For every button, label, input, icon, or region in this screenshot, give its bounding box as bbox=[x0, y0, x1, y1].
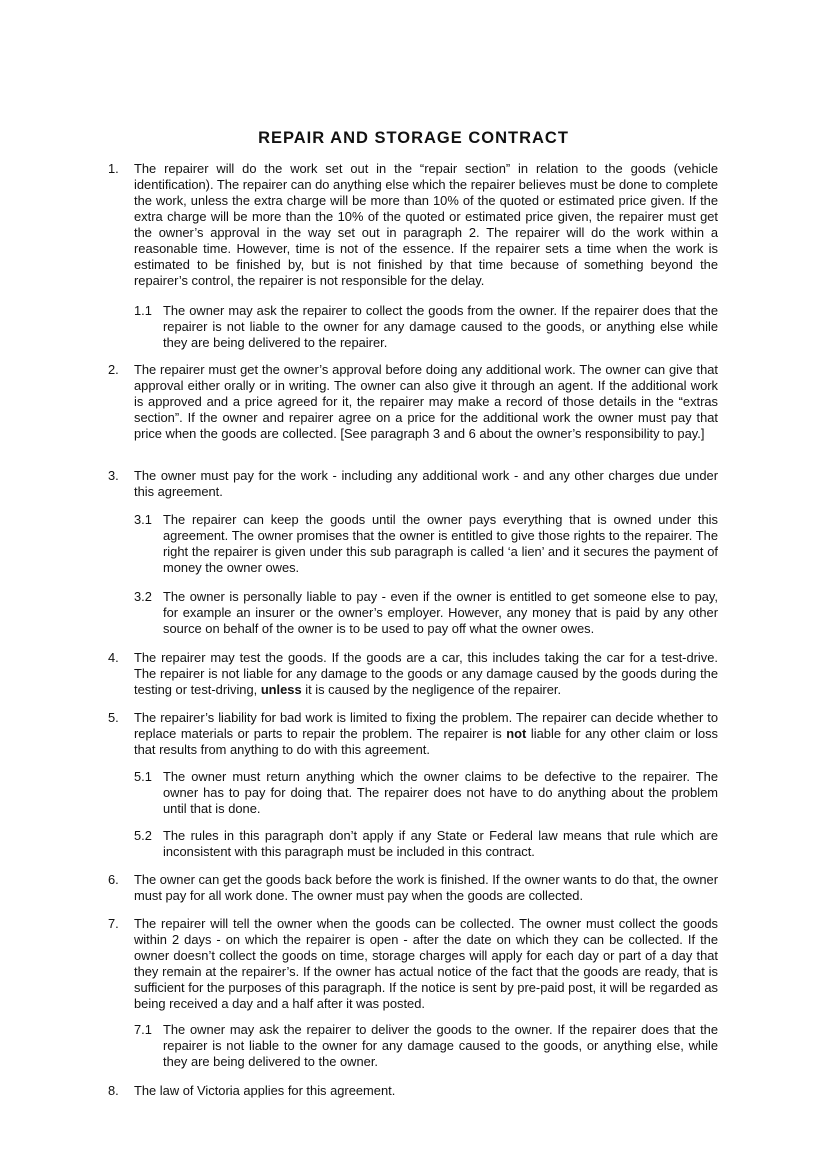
subclause-number: 5.1 bbox=[134, 769, 152, 784]
clause-text: The repairer will tell the owner when the goods can be collected. The owner must collect the goods within 2 days - on which the repairer is open - after the date on which they can be collected. If the owner doesn’t collect the goods on time, storage charges will apply for each day or part of a day that they remain at the repairer’s. If the owner has actual notice of the fact that the goods are ready, that is sufficient for the purposes of this paragraph. If the notice is sent by pre-paid post, it will be regarded as being received a day and a half after it was posted. bbox=[134, 916, 718, 1011]
clause-2 bbox=[108, 362, 718, 442]
clause-text: The owner can get the goods back before the work is finished. If the owner wants to do that, the owner must pay for all work done. The owner must pay when the goods are collected. bbox=[134, 872, 719, 903]
clause-text-part: The repairer’s liability for bad work is limited to fixing the problem. The repairer can decide whether to replace materials or parts to repair the problem. The repairer is bbox=[134, 710, 718, 741]
clause-3 bbox=[108, 468, 718, 500]
subclause-text: The owner may ask the repairer to collect the goods from the owner. If the repairer does that the repairer is not liable to the owner for any damage caused to the goods, or anything else while they are being delivered to the repairer. bbox=[163, 303, 718, 350]
clause-text: The law of Victoria applies for this agreement. bbox=[134, 1083, 396, 1098]
clause-8 bbox=[108, 1083, 718, 1099]
subclause-number: 3.1 bbox=[134, 512, 152, 527]
emphasis-not: not bbox=[506, 726, 527, 741]
clause-3-2 bbox=[134, 589, 718, 637]
clause-text-part: liable for any other claim or loss that results from anything to do with this agreement. bbox=[134, 726, 719, 757]
clause-text bbox=[134, 710, 718, 758]
clause-number: 1. bbox=[108, 161, 119, 176]
clause-number: 2. bbox=[108, 362, 119, 377]
clause-1 bbox=[108, 161, 718, 289]
clause-number: 3. bbox=[108, 468, 119, 483]
subclause-text: The repairer can keep the goods until the owner pays everything that is owned under this agreement. The owner promises that the owner is entitled to give those rights to the repairer. The right the repairer is given under this sub paragraph is called ‘a lien’ and it secures the payment of money the owner owes. bbox=[163, 512, 718, 575]
clause-text: The repairer will do the work set out in the “repair section” in relation to the goods (vehicle identification). The repairer can do anything else which the repairer believes must be done to complete the work, unless the extra charge will be more than 10% of the quoted or estimated price given. If the extra charge will be more than the 10% of the quoted or estimated price given, the repairer must get the owner’s approval in the way set out in paragraph 2. The repairer will do the work within a reasonable time. However, time is not of the essence. If the repairer sets a time when the work is estimated to be finished by, but is not finished by that time because of something beyond the repairer’s control, the repairer is not responsible for the delay. bbox=[134, 161, 718, 288]
subclause-number: 7.1 bbox=[134, 1022, 152, 1037]
clause-number: 5. bbox=[108, 710, 119, 725]
clause-7-1 bbox=[134, 1022, 718, 1070]
subclause-number: 1.1 bbox=[134, 303, 152, 318]
clause-text: The repairer must get the owner’s approval before doing any additional work. The owner can give that approval either orally or in writing. The owner can also give it through an agent. If the additional work is approved and a price agreed for it, the repairer may make a record of those details in the “extras section”. If the owner and repairer agree on a price for the additional work the owner must pay that price when the goods are collected. [See paragraph 3 and 6 about the owner’s responsibility to pay.] bbox=[134, 362, 718, 441]
subclause-text: The owner must return anything which the owner claims to be defective to the repairer. The owner has to pay for doing that. The repairer does not have to do anything about the problem until that is done. bbox=[163, 769, 718, 816]
clause-5-2 bbox=[134, 828, 718, 860]
clause-number: 6. bbox=[108, 872, 119, 887]
document-title: REPAIR AND STORAGE CONTRACT bbox=[258, 129, 569, 147]
subclause-number: 3.2 bbox=[134, 589, 152, 604]
clause-4 bbox=[108, 650, 718, 698]
clause-number: 8. bbox=[108, 1083, 119, 1098]
clause-7 bbox=[108, 916, 718, 1012]
clause-text-part: it is caused by the negligence of the repairer. bbox=[301, 682, 562, 697]
clause-5 bbox=[108, 710, 718, 758]
clause-number: 7. bbox=[108, 916, 119, 931]
clause-text: The owner must pay for the work - including any additional work - and any other charges due under this agreement. bbox=[134, 468, 718, 499]
clause-number: 4. bbox=[108, 650, 119, 665]
subclause-number: 5.2 bbox=[134, 828, 152, 843]
subclause-text: The rules in this paragraph don’t apply if any State or Federal law means that rule which are inconsistent with this paragraph must be included in this contract. bbox=[163, 828, 718, 859]
subclause-text: The owner is personally liable to pay - even if the owner is entitled to get someone else to pay, for example an insurer or the owner’s employer. However, any money that is paid by any other source on behalf of the owner is to be used to pay off what the owner owes. bbox=[163, 589, 718, 636]
clause-text bbox=[134, 650, 718, 698]
clause-6 bbox=[108, 872, 718, 904]
clause-1-1 bbox=[134, 303, 718, 351]
emphasis-unless: unless bbox=[260, 682, 302, 697]
subclause-text: The owner may ask the repairer to deliver the goods to the owner. If the repairer does that the repairer is not liable to the owner for any damage caused to the goods, or anything else, while they are being delivered to the owner. bbox=[163, 1022, 718, 1069]
clause-5-1 bbox=[134, 769, 718, 817]
clause-3-1 bbox=[134, 512, 718, 576]
clause-text-part: The repairer may test the goods. If the goods are a car, this includes taking the car for a test-drive. The repairer is not liable for any damage to the goods or any damage caused by the goods during the testing or test-driving, bbox=[134, 650, 718, 697]
